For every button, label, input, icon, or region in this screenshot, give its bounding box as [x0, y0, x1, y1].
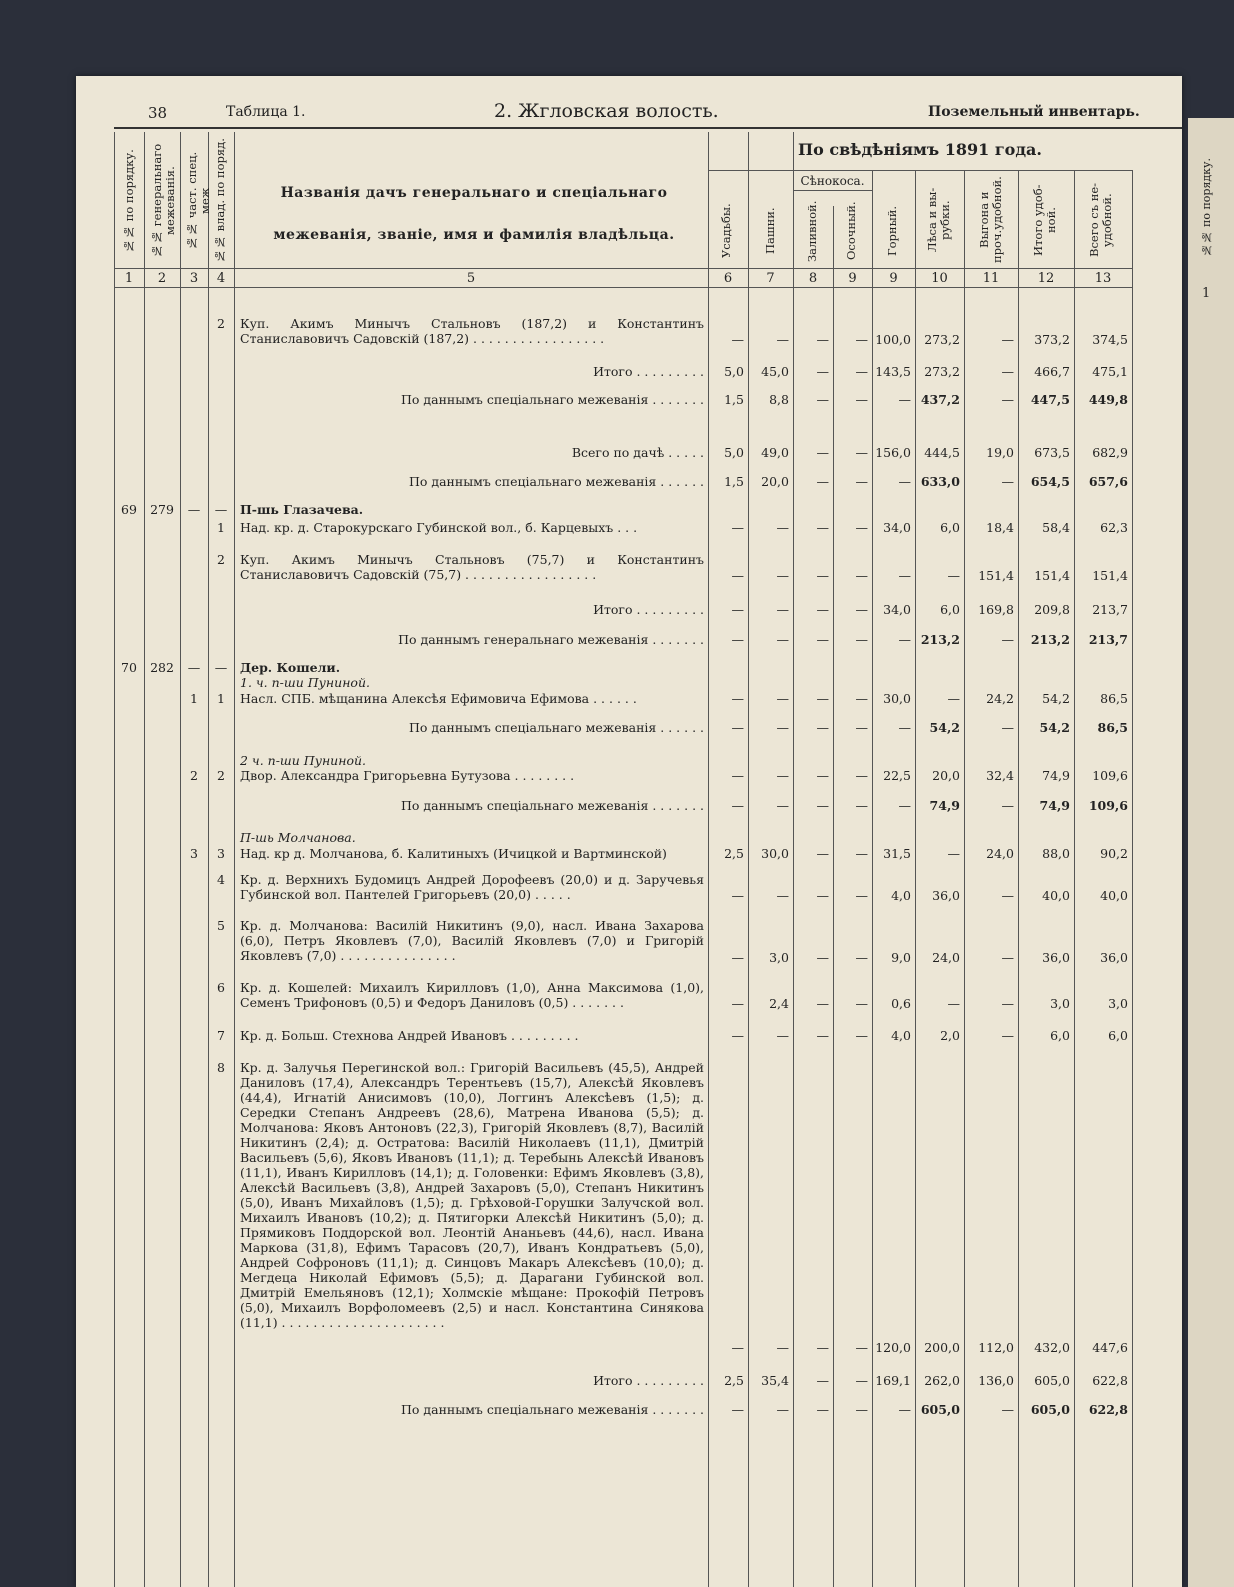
row-value-cell: — [731, 996, 744, 1011]
row-value-cell: 432,0 [1034, 1340, 1070, 1355]
row-value-cell: 8,8 [769, 392, 789, 407]
row-value-cell: — [947, 846, 960, 861]
row-value-cell: 109,6 [1088, 798, 1128, 813]
row-value-cell: 373,2 [1034, 332, 1070, 347]
row-value-cell: 605,0 [920, 1402, 960, 1417]
row-value-cell: — [947, 568, 960, 583]
row-description: Над. кр. д. Старокурскаго Губинской вол., б. Карцевыхъ . . . [240, 520, 638, 535]
row-value-cell: — [776, 632, 789, 647]
col-header-gorny: Горный. [885, 205, 899, 257]
row-value-cell: — [731, 520, 744, 535]
row-index-cell: 2 [217, 316, 225, 331]
row-value-cell: 2,5 [724, 1373, 744, 1388]
row-value-cell: 109,6 [1092, 768, 1128, 783]
row-value-cell: 35,4 [761, 1373, 789, 1388]
row-description: Итого . . . . . . . . . [593, 1373, 704, 1388]
row-value-cell: 449,8 [1088, 392, 1128, 407]
row-index-cell: 3 [217, 846, 225, 861]
row-value-cell: — [816, 1402, 829, 1417]
row-value-cell: 447,6 [1092, 1340, 1128, 1355]
row-description: Двор. Александра Григорьевна Бутузова . . . . . . . . [240, 768, 575, 783]
row-value-cell: 74,9 [929, 798, 960, 813]
row-value-cell: — [1001, 474, 1014, 489]
row-value-cell: 622,8 [1092, 1373, 1128, 1388]
row-description: П-шь Молчанова. [240, 830, 356, 845]
row-value-cell: 213,2 [1030, 632, 1070, 647]
row-value-cell: 622,8 [1088, 1402, 1128, 1417]
row-value-cell: 32,4 [986, 768, 1014, 783]
row-value-cell: — [731, 950, 744, 965]
col-header-general: №№ генеральнаго межеванія. [150, 143, 177, 259]
row-value-cell: 9,0 [891, 950, 911, 965]
row-description: Куп. Акимъ Минычъ Стальновъ (75,7) и Константинъ Станиславовичъ Садовскій (75,7) . . . . . . . . . . . . . . . . . [240, 552, 704, 582]
row-value-cell: — [855, 632, 868, 647]
row-value-cell: 74,9 [1039, 798, 1070, 813]
row-value-cell: 673,5 [1034, 445, 1070, 460]
col-number: 12 [1037, 271, 1055, 286]
row-value-cell: — [776, 1402, 789, 1417]
col-number: 8 [808, 271, 818, 286]
row-index-cell: — [187, 502, 201, 517]
row-value-cell: 62,3 [1100, 520, 1128, 535]
col-number: 6 [723, 271, 733, 286]
row-value-cell: — [1001, 950, 1014, 965]
row-value-cell: 5,0 [724, 364, 744, 379]
row-description: П-шь Глазачева. [240, 502, 364, 517]
row-index-cell: 1 [190, 691, 198, 706]
row-value-cell: — [731, 720, 744, 735]
row-value-cell: — [1001, 798, 1014, 813]
row-value-cell: — [731, 691, 744, 706]
col-header-senokos: Сѣнокоса. [800, 174, 865, 188]
row-value-cell: 1,5 [724, 392, 744, 407]
row-value-cell: — [816, 1028, 829, 1043]
page-subtitle: Поземельный инвентарь. [928, 104, 1140, 120]
row-value-cell: — [855, 1340, 868, 1355]
row-description: Всего по дачѣ . . . . . [571, 445, 704, 460]
row-value-cell: — [1001, 1402, 1014, 1417]
row-value-cell: — [855, 846, 868, 861]
row-index-cell: — [214, 660, 228, 675]
row-value-cell: — [731, 1402, 744, 1417]
row-value-cell: 18,4 [986, 520, 1014, 535]
row-value-cell: — [731, 568, 744, 583]
col-header-group-1891: По свѣдѣніямъ 1891 года. [798, 140, 1042, 159]
row-value-cell: 0,6 [891, 996, 911, 1011]
row-value-cell: 437,2 [920, 392, 960, 407]
row-value-cell: — [898, 632, 911, 647]
row-value-cell: 6,0 [1050, 1028, 1070, 1043]
row-value-cell: — [731, 602, 744, 617]
row-value-cell: — [855, 332, 868, 347]
row-value-cell: — [776, 568, 789, 583]
row-value-cell: — [947, 691, 960, 706]
row-value-cell: 54,2 [1042, 691, 1070, 706]
inventory-table [114, 132, 1182, 1587]
row-value-cell: 49,0 [761, 445, 789, 460]
row-value-cell: 6,0 [940, 520, 960, 535]
row-value-cell: 5,0 [724, 445, 744, 460]
table-label: Таблица 1. [226, 104, 306, 120]
row-value-cell: 74,9 [1042, 768, 1070, 783]
row-index-cell: 70 [121, 660, 137, 675]
row-value-cell: 36,0 [1100, 950, 1128, 965]
row-value-cell: — [816, 520, 829, 535]
col-header-special: №№ част. спец. меж [185, 151, 212, 251]
row-index-cell: 7 [217, 1028, 225, 1043]
row-index-cell: 5 [217, 918, 225, 933]
page-title: 2. Жгловская волость. [494, 100, 719, 122]
row-value-cell: 30,0 [883, 691, 911, 706]
row-value-cell: 6,0 [1108, 1028, 1128, 1043]
row-value-cell: — [855, 888, 868, 903]
row-value-cell: — [776, 520, 789, 535]
row-description: 2 ч. п-ши Пуниной. [240, 753, 367, 768]
row-value-cell: — [776, 798, 789, 813]
row-value-cell: 24,2 [986, 691, 1014, 706]
row-value-cell: 112,0 [978, 1340, 1014, 1355]
col-header-names: Названія дачъ генеральнаго и спеціальнаго межеванія, званіе, имя и фамилія владѣльца. [273, 185, 675, 243]
col-header-les: Лѣса и вы-рубки. [925, 187, 952, 253]
row-value-cell: — [898, 720, 911, 735]
row-value-cell: 475,1 [1092, 364, 1128, 379]
row-value-cell: — [898, 568, 911, 583]
col-header-osochny: Осочный. [844, 201, 858, 261]
row-description: По даннымъ спеціальнаго межеванія . . . . . . . [401, 392, 704, 407]
col-number: 4 [216, 271, 226, 286]
row-index-cell: 2 [217, 768, 225, 783]
col-header-vygon: Выгона и проч.удобной. [977, 176, 1004, 264]
row-value-cell: 143,5 [875, 364, 911, 379]
row-value-cell: — [816, 632, 829, 647]
col-number: 2 [157, 271, 167, 286]
row-value-cell: 273,2 [924, 332, 960, 347]
row-description: Кр. д. Кошелей: Михаилъ Кирилловъ (1,0), Анна Максимова (1,0), Семенъ Трифоновъ (0,5) и Федоръ Даниловъ (0,5) . . . . . . . [240, 980, 704, 1010]
row-value-cell: 156,0 [875, 445, 911, 460]
row-value-cell: — [898, 474, 911, 489]
row-index-cell: 2 [217, 552, 225, 567]
col-number: 1 [124, 271, 134, 286]
row-value-cell: — [816, 846, 829, 861]
row-value-cell: — [816, 768, 829, 783]
row-value-cell: — [776, 332, 789, 347]
row-value-cell: — [855, 798, 868, 813]
row-value-cell: 2,5 [724, 846, 744, 861]
row-description: По даннымъ спеціальнаго межеванія . . . . . . . [401, 798, 704, 813]
row-value-cell: 447,5 [1030, 392, 1070, 407]
row-value-cell: — [855, 568, 868, 583]
row-value-cell: — [776, 888, 789, 903]
row-value-cell: — [731, 1028, 744, 1043]
row-index-cell: 6 [217, 980, 225, 995]
row-description: 1. ч. п-ши Пуниной. [240, 675, 370, 690]
col-header-order: №№ по порядку. [122, 149, 136, 253]
row-value-cell: — [1001, 996, 1014, 1011]
row-value-cell: 20,0 [932, 768, 960, 783]
row-value-cell: — [1001, 1028, 1014, 1043]
row-index-cell: 1 [217, 520, 225, 535]
row-description: Кр. д. Молчанова: Василій Никитинъ (9,0), насл. Ивана Захарова (6,0), Петръ Яковлевъ (7,0), Василій Яковлевъ (7,0) и Григорій Яковлевъ (7,0) . . . . . . . . . . . . . . . [240, 918, 704, 963]
row-value-cell: — [816, 996, 829, 1011]
row-value-cell: — [731, 798, 744, 813]
col-number: 13 [1094, 271, 1112, 286]
row-index-cell: — [187, 660, 201, 675]
row-value-cell: 213,7 [1088, 632, 1128, 647]
row-value-cell: 31,5 [883, 846, 911, 861]
row-description: Куп. Акимъ Минычъ Стальновъ (187,2) и Константинъ Станиславовичъ Садовскій (187,2) . . . . . . . . . . . . . . . . . [240, 316, 704, 346]
row-value-cell: 273,2 [924, 364, 960, 379]
row-value-cell: 36,0 [932, 888, 960, 903]
row-value-cell: — [855, 445, 868, 460]
row-value-cell: — [816, 798, 829, 813]
row-description: Насл. СПБ. мѣщанина Алексѣя Ефимовича Ефимова . . . . . . [240, 691, 637, 706]
adjacent-col-header: №№ по порядку. [1200, 158, 1213, 257]
row-value-cell: 24,0 [986, 846, 1014, 861]
row-value-cell: — [816, 720, 829, 735]
row-value-cell: 54,2 [929, 720, 960, 735]
row-value-cell: — [816, 364, 829, 379]
col-number: 3 [189, 271, 199, 286]
row-value-cell: — [731, 332, 744, 347]
row-value-cell: — [1001, 888, 1014, 903]
row-description: Итого . . . . . . . . . [593, 602, 704, 617]
row-value-cell: — [1001, 392, 1014, 407]
row-value-cell: 3,0 [1050, 996, 1070, 1011]
adjacent-page-edge [1188, 118, 1234, 1587]
row-value-cell: 6,0 [940, 602, 960, 617]
row-value-cell: 262,0 [924, 1373, 960, 1388]
row-value-cell: — [898, 392, 911, 407]
row-value-cell: 120,0 [875, 1340, 911, 1355]
row-value-cell: — [816, 392, 829, 407]
row-value-cell: 86,5 [1097, 720, 1128, 735]
row-value-cell: — [776, 768, 789, 783]
row-value-cell: — [855, 1373, 868, 1388]
row-value-cell: 3,0 [769, 950, 789, 965]
page-sheet [76, 76, 1182, 1587]
row-value-cell: — [855, 720, 868, 735]
row-value-cell: 682,9 [1092, 445, 1128, 460]
row-value-cell: — [855, 364, 868, 379]
row-value-cell: 151,4 [1034, 568, 1070, 583]
row-index-cell: 2 [190, 768, 198, 783]
row-value-cell: — [816, 1373, 829, 1388]
row-value-cell: — [855, 474, 868, 489]
row-value-cell: 40,0 [1042, 888, 1070, 903]
row-value-cell: — [731, 1340, 744, 1355]
row-value-cell: — [1001, 364, 1014, 379]
row-value-cell: 1,5 [724, 474, 744, 489]
row-description: По даннымъ спеціальнаго межеванія . . . . . . [408, 720, 704, 735]
row-index-cell: 69 [121, 502, 137, 517]
row-value-cell: — [776, 1340, 789, 1355]
row-description: По даннымъ спеціальнаго межеванія . . . . . . [408, 474, 704, 489]
row-value-cell: 88,0 [1042, 846, 1070, 861]
row-value-cell: — [855, 520, 868, 535]
row-value-cell: 3,0 [1108, 996, 1128, 1011]
row-value-cell: — [731, 768, 744, 783]
row-value-cell: 34,0 [883, 602, 911, 617]
row-value-cell: 100,0 [875, 332, 911, 347]
row-value-cell: 2,4 [769, 996, 789, 1011]
row-value-cell: 605,0 [1030, 1402, 1070, 1417]
col-number: 10 [931, 271, 948, 286]
row-value-cell: — [731, 888, 744, 903]
row-value-cell: 58,4 [1042, 520, 1070, 535]
row-value-cell: 209,8 [1034, 602, 1070, 617]
row-value-cell: — [816, 691, 829, 706]
row-value-cell: — [855, 602, 868, 617]
row-value-cell: — [816, 474, 829, 489]
row-value-cell: — [816, 568, 829, 583]
row-value-cell: — [1001, 332, 1014, 347]
row-value-cell: 34,0 [883, 520, 911, 535]
row-index-cell: 279 [150, 502, 174, 517]
row-value-cell: 169,1 [875, 1373, 911, 1388]
row-value-cell: 151,4 [1092, 568, 1128, 583]
row-description: Дер. Кошели. [240, 660, 341, 675]
row-index-cell: 8 [217, 1060, 225, 1075]
row-value-cell: — [855, 996, 868, 1011]
row-description: Кр. д. Верхнихъ Будомицъ Андрей Дорофеевъ (20,0) и д. Заручевья Губинской вол. Пантелей Григорьевъ (20,0) . . . . . [240, 872, 704, 902]
row-value-cell: 374,5 [1092, 332, 1128, 347]
row-value-cell: — [855, 1402, 868, 1417]
row-value-cell: 24,0 [932, 950, 960, 965]
row-index-cell: 1 [217, 691, 225, 706]
row-index-cell: — [214, 502, 228, 517]
col-number: 9 [848, 271, 857, 286]
row-value-cell: 213,2 [920, 632, 960, 647]
row-value-cell: 19,0 [986, 445, 1014, 460]
row-index-cell: 282 [150, 660, 174, 675]
header-rule [114, 127, 1182, 129]
row-description: Кр. д. Залучья Перегинской вол.: Григорій Васильевъ (45,5), Андрей Даниловъ (17,4), Александръ Терентьевъ (15,7), Алексѣй Яковлевъ (44,4), Игнатій Анисимовъ (10,0), Логгинъ Алексѣевъ (1,5); д. Середки Степанъ Андреевъ (28,6), Матрена Иванова (5,5); д. Молчанова: Яковъ Антоновъ (22,3), Григорій Яковлевъ (8,7), Василій Никитинъ (2,4); д. Остратова: Василій Николаевъ (11,1), Дмитрій Васильевъ (5,6), Яковъ Ивановъ (11,1); д. Теребынь Алексѣй Ивановъ (11,1), Иванъ Кирилловъ (14,1); д. Головенки: Ефимъ Яковлевъ (3,8), Алексѣй Васильевъ (3,8), Андрей Захаровъ (5,0), Степанъ Никитинъ (5,0), Иванъ Михайловъ (1,5); д. Грѣховой-Горушки Залучской вол. Михаилъ Ивановъ (10,2); д. Пятигорки Алексѣй Никитинъ (5,0); д. Прямиковъ Поддорской вол. Леонтій Ананьевъ (44,6), насл. Ивана Маркова (31,8), Ефимъ Тарасовъ (20,7), Иванъ Кондратьевъ (5,0), Андрей Софроновъ (11,1); д. Синцовъ Макаръ Алексѣевъ (10,0); д. Мегдеца Николай Ефимовъ (5,5); д. Дарагани Губинской вол. Дмитрій Емельяновъ (12,1); Холмскіе мѣщане: Прокофій Петровъ (5,0), Михаилъ Ворфоломеевъ (2,5) и насл. Константина Синякова (11,1) . . . . . . . . . . . . . . . . . . . . . [240, 1060, 704, 1330]
row-value-cell: — [1001, 720, 1014, 735]
row-value-cell: — [731, 632, 744, 647]
row-value-cell: 30,0 [761, 846, 789, 861]
row-value-cell: 40,0 [1100, 888, 1128, 903]
row-value-cell: — [816, 888, 829, 903]
col-number: 7 [766, 271, 775, 286]
row-value-cell: 657,6 [1088, 474, 1128, 489]
row-index-cell: 4 [217, 872, 225, 887]
col-number: 9 [889, 271, 898, 286]
col-header-usadby: Усадьбы. [719, 203, 733, 259]
row-value-cell: 200,0 [924, 1340, 960, 1355]
col-header-owner-order: №№ влад. по поряд. [213, 138, 227, 264]
row-value-cell: — [855, 392, 868, 407]
row-value-cell: 444,5 [924, 445, 960, 460]
row-value-cell: — [898, 1402, 911, 1417]
col-number: 11 [982, 271, 1000, 286]
page-number: 38 [148, 104, 168, 122]
adjacent-col-number: 1 [1202, 286, 1211, 301]
col-header-pashni: Пашни. [763, 207, 777, 255]
row-value-cell: 4,0 [891, 888, 911, 903]
row-index-cell: 3 [190, 846, 198, 861]
row-value-cell: 20,0 [761, 474, 789, 489]
row-value-cell: 605,0 [1034, 1373, 1070, 1388]
row-value-cell: — [947, 996, 960, 1011]
row-value-cell: — [816, 950, 829, 965]
row-value-cell: — [776, 1028, 789, 1043]
row-value-cell: — [816, 1340, 829, 1355]
row-value-cell: 90,2 [1100, 846, 1128, 861]
row-description: Над. кр д. Молчанова, б. Калитиныхъ (Ичицкой и Вартминской) [240, 846, 667, 861]
col-header-zalivnoy: Заливной. [805, 200, 819, 262]
row-value-cell: 633,0 [920, 474, 960, 489]
row-value-cell: 54,2 [1039, 720, 1070, 735]
row-description: По даннымъ спеціальнаго межеванія . . . . . . . [401, 1402, 704, 1417]
row-value-cell: 36,0 [1042, 950, 1070, 965]
row-value-cell: — [776, 720, 789, 735]
col-header-vsego: Всего съ не-удобной. [1087, 182, 1114, 258]
row-description: Итого . . . . . . . . . [593, 364, 704, 379]
row-value-cell: — [1001, 632, 1014, 647]
row-value-cell: — [855, 950, 868, 965]
row-description: Кр. д. Больш. Стехнова Андрей Ивановъ . . . . . . . . . [240, 1028, 579, 1043]
col-header-itogo-udobnoy: Итого удоб-ной. [1031, 184, 1058, 256]
row-value-cell: — [898, 798, 911, 813]
row-value-cell: 213,7 [1092, 602, 1128, 617]
row-value-cell: 22,5 [883, 768, 911, 783]
row-value-cell: — [855, 768, 868, 783]
row-value-cell: — [776, 691, 789, 706]
row-value-cell: 151,4 [978, 568, 1014, 583]
row-value-cell: — [855, 691, 868, 706]
row-value-cell: 654,5 [1030, 474, 1070, 489]
col-number: 5 [466, 271, 476, 286]
row-value-cell: — [816, 602, 829, 617]
row-value-cell: — [816, 332, 829, 347]
row-value-cell: 45,0 [761, 364, 789, 379]
row-value-cell: 466,7 [1034, 364, 1070, 379]
row-value-cell: 169,8 [978, 602, 1014, 617]
row-value-cell: 2,0 [940, 1028, 960, 1043]
row-value-cell: — [855, 1028, 868, 1043]
row-description: По даннымъ генеральнаго межеванія . . . . . . . [398, 632, 704, 647]
row-value-cell: 86,5 [1100, 691, 1128, 706]
row-value-cell: — [776, 602, 789, 617]
row-value-cell: 4,0 [891, 1028, 911, 1043]
row-value-cell: — [816, 445, 829, 460]
row-value-cell: 136,0 [978, 1373, 1014, 1388]
